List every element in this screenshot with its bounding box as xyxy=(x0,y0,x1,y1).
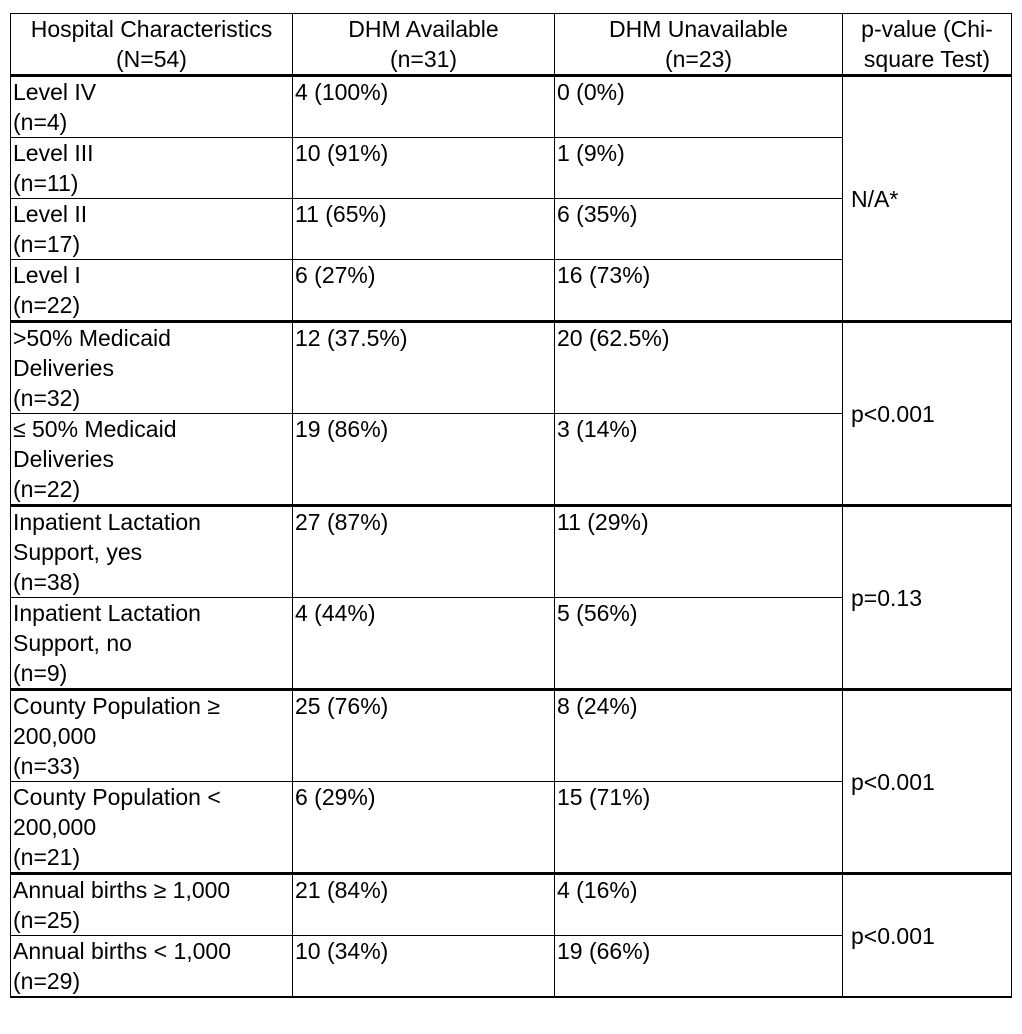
dhm-unavailable-value: 4 (16%) xyxy=(555,874,843,936)
row-label: Inpatient Lactation Support, yes (n=38) xyxy=(11,506,293,598)
dhm-unavailable-value: 20 (62.5%) xyxy=(555,322,843,414)
table-row xyxy=(11,76,1012,138)
dhm-unavailable-value: 11 (29%) xyxy=(555,506,843,598)
dhm-unavailable-value: 3 (14%) xyxy=(555,414,843,506)
row-label: Level II (n=17) xyxy=(11,199,293,260)
dhm-available-value: 4 (100%) xyxy=(293,76,555,138)
p-value-cell: p<0.001 xyxy=(843,690,1012,874)
dhm-available-value: 4 (44%) xyxy=(293,598,555,690)
table-row xyxy=(11,506,1012,598)
dhm-available-value: 21 (84%) xyxy=(293,874,555,936)
dhm-available-value: 6 (27%) xyxy=(293,260,555,322)
dhm-available-value: 6 (29%) xyxy=(293,782,555,874)
table-row xyxy=(11,874,1012,936)
row-label: >50% Medicaid Deliveries (n=32) xyxy=(11,322,293,414)
header-p-value: p-value (Chi- square Test) xyxy=(843,14,1012,76)
row-label: County Population ≥ 200,000 (n=33) xyxy=(11,690,293,782)
p-value-cell: N/A* xyxy=(843,76,1012,322)
hospital-characteristics-table xyxy=(10,13,1012,998)
dhm-unavailable-value: 6 (35%) xyxy=(555,199,843,260)
row-label: Inpatient Lactation Support, no (n=9) xyxy=(11,598,293,690)
dhm-unavailable-value: 8 (24%) xyxy=(555,690,843,782)
row-label: Level IV (n=4) xyxy=(11,76,293,138)
dhm-unavailable-value: 0 (0%) xyxy=(555,76,843,138)
p-value-cell: p=0.13 xyxy=(843,506,1012,690)
dhm-unavailable-value: 19 (66%) xyxy=(555,936,843,998)
dhm-available-value: 11 (65%) xyxy=(293,199,555,260)
row-label: ≤ 50% Medicaid Deliveries (n=22) xyxy=(11,414,293,506)
dhm-available-value: 12 (37.5%) xyxy=(293,322,555,414)
dhm-unavailable-value: 5 (56%) xyxy=(555,598,843,690)
dhm-available-value: 10 (91%) xyxy=(293,138,555,199)
p-value-cell: p<0.001 xyxy=(843,322,1012,506)
dhm-available-value: 10 (34%) xyxy=(293,936,555,998)
row-label: Level III (n=11) xyxy=(11,138,293,199)
p-value-cell: p<0.001 xyxy=(843,874,1012,998)
table-row xyxy=(11,690,1012,782)
row-label: Level I (n=22) xyxy=(11,260,293,322)
header-dhm-unavailable: DHM Unavailable (n=23) xyxy=(555,14,843,76)
row-label: Annual births < 1,000 (n=29) xyxy=(11,936,293,998)
dhm-unavailable-value: 15 (71%) xyxy=(555,782,843,874)
dhm-unavailable-value: 16 (73%) xyxy=(555,260,843,322)
header-row xyxy=(11,14,1012,76)
header-dhm-available: DHM Available (n=31) xyxy=(293,14,555,76)
dhm-available-value: 25 (76%) xyxy=(293,690,555,782)
dhm-available-value: 27 (87%) xyxy=(293,506,555,598)
dhm-unavailable-value: 1 (9%) xyxy=(555,138,843,199)
row-label: County Population < 200,000 (n=21) xyxy=(11,782,293,874)
header-hospital-characteristics: Hospital Characteristics (N=54) xyxy=(11,14,293,76)
dhm-available-value: 19 (86%) xyxy=(293,414,555,506)
row-label: Annual births ≥ 1,000 (n=25) xyxy=(11,874,293,936)
table-row xyxy=(11,322,1012,414)
